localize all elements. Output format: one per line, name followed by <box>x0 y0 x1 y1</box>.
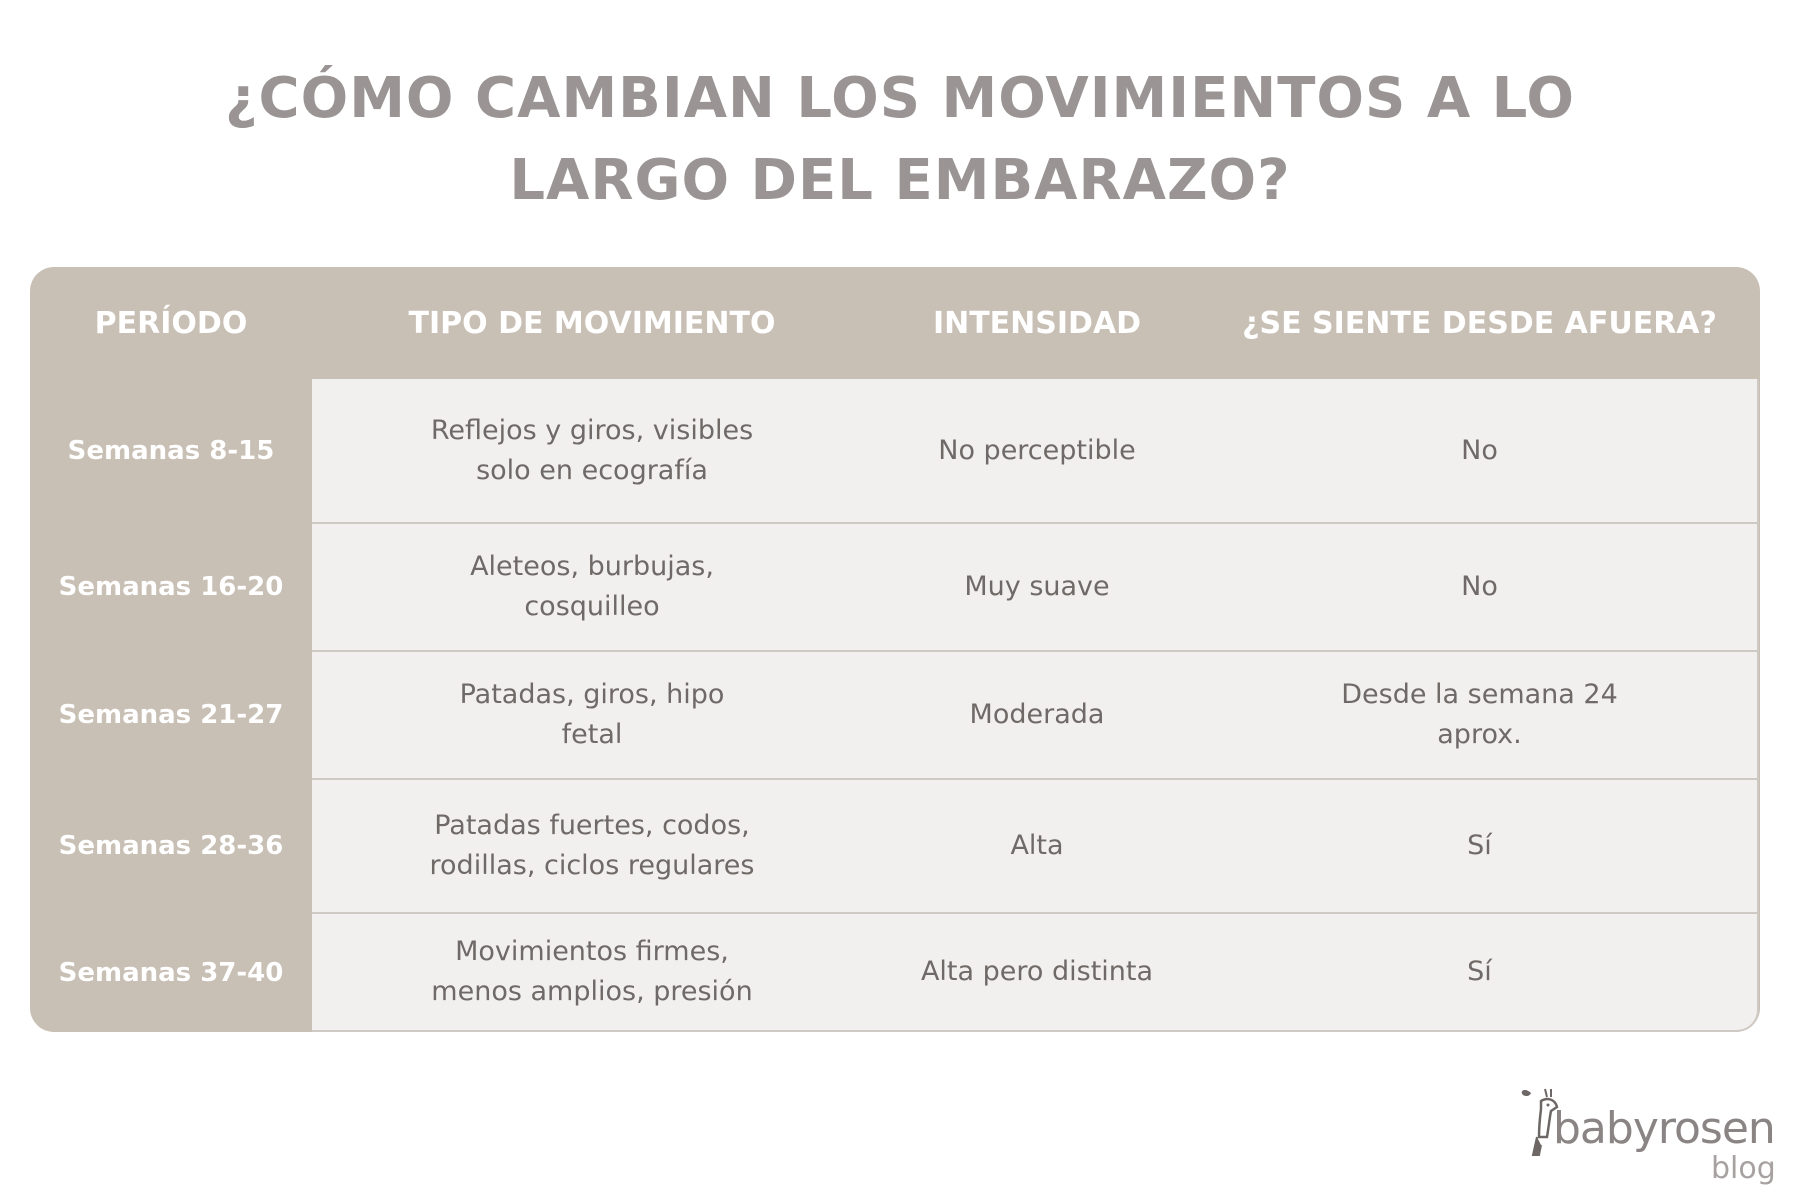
header-intensity: INTENSIDAD <box>932 305 1142 341</box>
row-movement: Patadas fuertes, codos, rodillas, ciclos regulares <box>429 810 755 881</box>
row-external: No <box>1461 434 1498 466</box>
row-movement: Reflejos y giros, visibles solo en ecografía <box>430 414 754 486</box>
page-title <box>0 58 1800 222</box>
movement-table <box>30 267 1760 1032</box>
row-intensity: Alta pero distinta <box>920 956 1154 987</box>
row-external: Sí <box>1467 956 1492 987</box>
row-intensity: Muy suave <box>964 571 1110 602</box>
logo-sub: blog <box>1711 1151 1776 1186</box>
row-movement: Patadas, giros, hipo fetal <box>459 679 725 750</box>
header-movement: TIPO DE MOVIMIENTO <box>408 305 776 341</box>
babyrosen-logo <box>1515 1085 1790 1195</box>
row-movement: Movimientos firmes, menos amplios, presión <box>431 936 753 1007</box>
row-period: Semanas 8-15 <box>67 435 275 466</box>
row-movement: Aleteos, burbujas, cosquilleo <box>470 551 714 622</box>
row-intensity: No perceptible <box>938 434 1136 466</box>
row-external: No <box>1461 571 1498 602</box>
header-period: PERÍODO <box>94 305 248 341</box>
row-external: Desde la semana 24 aprox. <box>1341 679 1618 750</box>
title-line-1: ¿CÓMO CAMBIAN LOS MOVIMIENTOS A LO <box>225 66 1575 131</box>
row-period: Semanas 21-27 <box>58 700 284 730</box>
row-external: Sí <box>1467 830 1492 861</box>
header-external: ¿SE SIENTE DESDE AFUERA? <box>1242 305 1717 341</box>
row-period: Semanas 16-20 <box>58 572 284 602</box>
row-intensity: Alta <box>1010 830 1064 861</box>
table-header <box>30 267 1760 379</box>
logo-brand: babyrosen <box>1553 1103 1775 1154</box>
row-intensity: Moderada <box>969 699 1105 730</box>
title-line-2: LARGO DEL EMBARAZO? <box>509 148 1291 213</box>
row-period: Semanas 28-36 <box>58 831 284 861</box>
row-period: Semanas 37-40 <box>58 958 284 988</box>
